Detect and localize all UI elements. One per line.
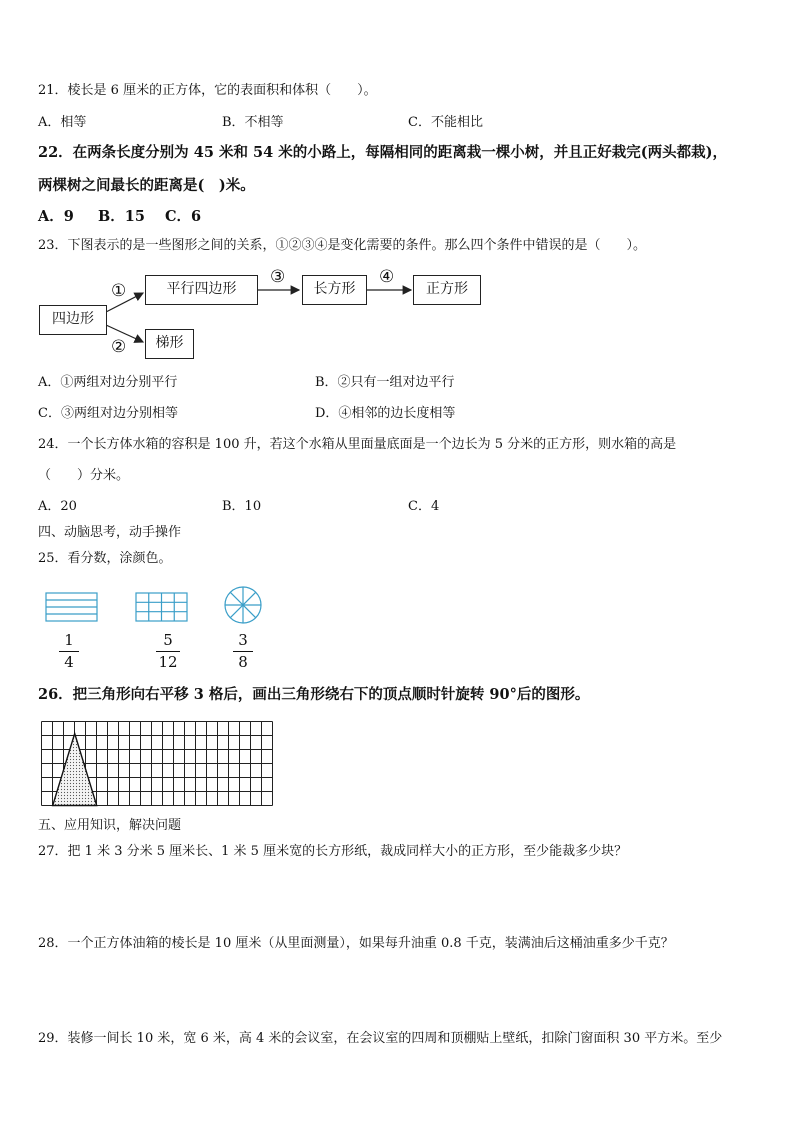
fraction-bar [156, 651, 180, 652]
q22-stem-line2: 两棵树之间最长的距离是( )米。 [38, 177, 255, 194]
q25-stem: 25．看分数，涂颜色。 [38, 551, 172, 566]
fraction-denominator: 8 [238, 653, 248, 671]
fraction-three-eighths [233, 632, 253, 671]
q22-option-a: A．9 [38, 208, 74, 225]
box-quadrilateral: 四边形 [39, 305, 107, 335]
q24-option-a: A．20 [38, 499, 77, 514]
q23-option-a: A．①两组对边分别平行 [38, 375, 178, 390]
q23-option-d: D．④相邻的边长度相等 [315, 406, 456, 421]
strip-figure-quarters [46, 593, 97, 621]
diagram-arrows [0, 0, 794, 380]
q27-stem: 27．把 1 米 3 分米 5 厘米长、1 米 5 厘米宽的长方形纸，裁成同样大小的正方形，至少能裁多少块？ [38, 844, 628, 859]
fraction-five-twelfths [156, 632, 180, 671]
q24-option-b: B．10 [222, 499, 262, 514]
section-4-heading: 四、动脑思考，动手操作 [38, 525, 182, 540]
q22-stem-line1: 22．在两条长度分别为 45 米和 54 米的小路上，每隔相同的距离栽一棵小树，并且正好栽完(两头都栽)， [38, 144, 727, 161]
box-trapezoid: 梯形 [145, 329, 194, 359]
q23-option-b: B．②只有一组对边平行 [315, 375, 455, 390]
circle-figure-eighths [225, 587, 261, 623]
q26-stem: 26．把三角形向右平移 3 格后，画出三角形绕右下的顶点顺时针旋转 90°后的图形。 [38, 686, 590, 703]
q21-option-c: C．不能相比 [408, 115, 483, 130]
fraction-bar [59, 651, 79, 652]
q22-option-c: C．6 [165, 208, 202, 225]
condition-4-label: ④ [379, 267, 395, 287]
fraction-denominator: 12 [158, 653, 178, 671]
fraction-bar [233, 651, 253, 652]
grid-with-triangle [36, 716, 282, 808]
fraction-numerator: 1 [64, 631, 74, 649]
fraction-numerator: 5 [163, 631, 173, 649]
condition-3-label: ③ [270, 267, 286, 287]
fraction-numerator: 3 [238, 631, 248, 649]
condition-1-label: ① [111, 281, 127, 301]
grid-figure-twelfths [136, 593, 187, 621]
q22-option-b: B．15 [98, 208, 145, 225]
fraction-figures [0, 580, 794, 630]
q24-option-c: C．4 [408, 499, 440, 514]
fraction-denominator: 4 [64, 653, 74, 671]
box-parallelogram: 平行四边形 [145, 275, 258, 305]
section-5-heading: 五、应用知识，解决问题 [38, 818, 182, 833]
q28-stem: 28．一个正方体油箱的棱长是 10 厘米（从里面测量），如果每升油重 0.8 千克，装满油后这桶油重多少千克？ [38, 936, 674, 951]
condition-2-label: ② [111, 337, 127, 357]
q21-option-b: B．不相等 [222, 115, 284, 130]
box-rectangle: 长方形 [302, 275, 367, 305]
fraction-one-quarter [59, 632, 79, 671]
box-square: 正方形 [413, 275, 481, 305]
shaded-triangle [53, 734, 97, 806]
q23-stem: 23．下图表示的是一些图形之间的关系，①②③④是变化需要的条件。那么四个条件中错误的是（ ）。 [38, 238, 647, 253]
q21-option-a: A．相等 [38, 115, 87, 130]
q21-stem: 21．棱长是 6 厘米的正方体，它的表面积和体积（ ）。 [38, 83, 377, 98]
q24-stem-line2: （ ）分米。 [38, 468, 130, 483]
q29-stem: 29．装修一间长 10 米，宽 6 米，高 4 米的会议室，在会议室的四周和顶棚贴上壁纸，扣除门窗面积 30 平方米。至少 [38, 1031, 723, 1046]
q23-option-c: C．③两组对边分别相等 [38, 406, 178, 421]
q24-stem-line1: 24．一个长方体水箱的容积是 100 升，若这个水箱从里面量底面是一个边长为 5 分米的正方形，则水箱的高是 [38, 437, 677, 452]
